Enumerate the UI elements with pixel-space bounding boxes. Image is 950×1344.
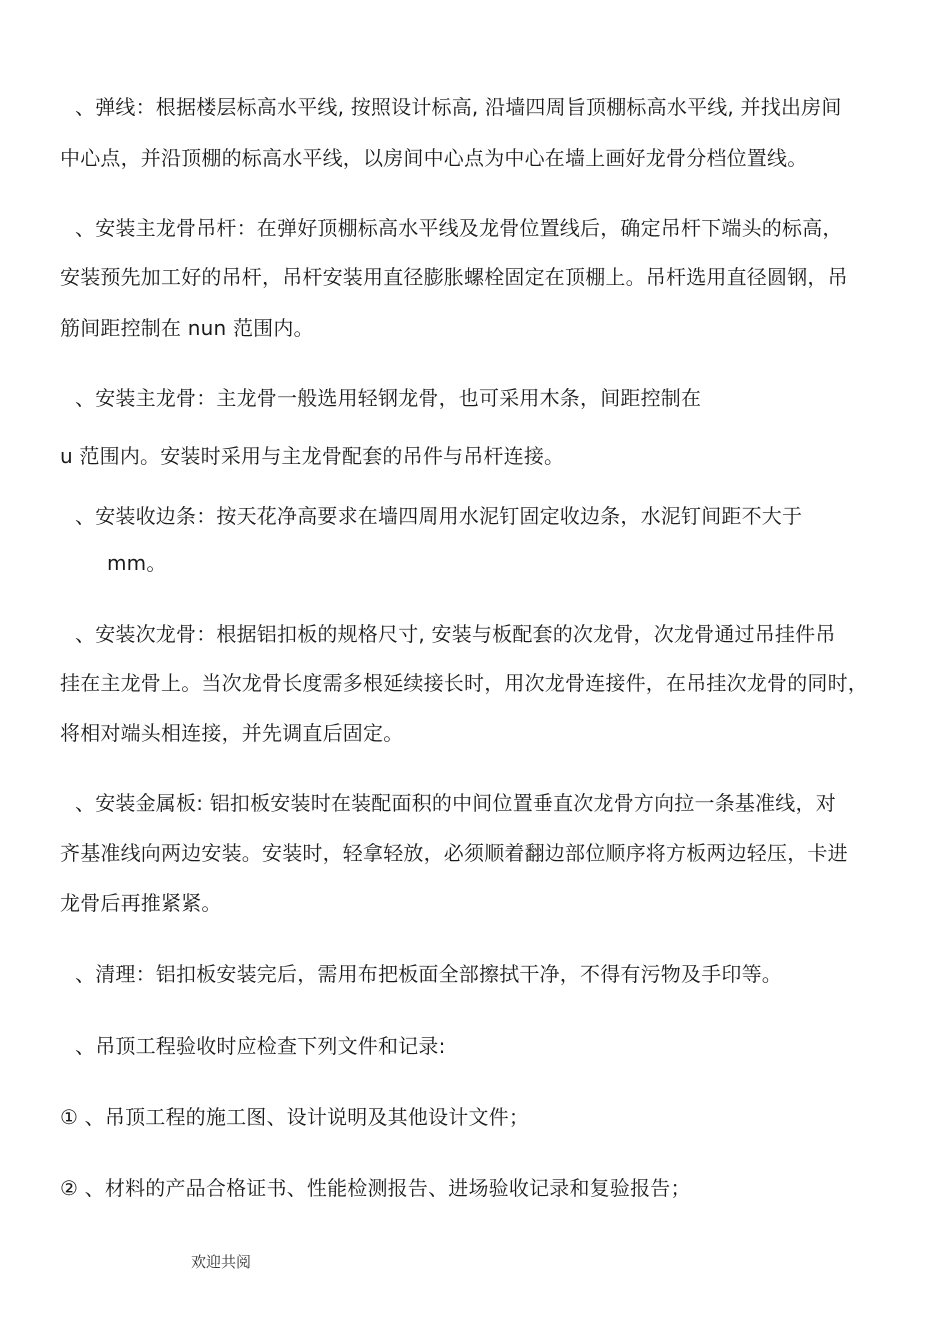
list-item: ② 、材料的产品合格证书、性能检测报告、进场验收记录和复验报告； bbox=[60, 1176, 691, 1200]
text-line: 、安装主龙骨吊杆：在弹好顶棚标高水平线及龙骨位置线后，确定吊杆下端头的标高， bbox=[75, 216, 843, 240]
text-line: 挂在主龙骨上。当次龙骨长度需多根延续接长时，用次龙骨连接件，在吊挂次龙骨的同时， bbox=[60, 671, 868, 695]
text-line: 、安装次龙骨：根据铝扣板的规格尺寸, 安装与板配套的次龙骨，次龙骨通过吊挂件吊 bbox=[75, 622, 836, 646]
text-line: 齐基准线向两边安装。安装时，轻拿轻放，必须顺着翻边部位顺序将方板两边轻压，卡进 bbox=[60, 841, 848, 865]
footer-note: 欢迎共阅 bbox=[191, 1253, 252, 1271]
text-line: 龙骨后再推紧紧。 bbox=[60, 891, 222, 915]
text-line: 安装预先加工好的吊杆，吊杆安装用直径膨胀螺栓固定在顶棚上。吊杆选用直径圆钢，吊 bbox=[60, 265, 848, 289]
text-line: 、弹线：根据楼层标高水平线, 按照设计标高, 沿墙四周旨顶棚标高水平线, 并找出房间 bbox=[75, 95, 842, 119]
text-line: 、吊顶工程验收时应检查下列文件和记录: bbox=[75, 1034, 446, 1058]
text-line: 、安装主龙骨：主龙骨一般选用轻钢龙骨，也可采用木条，间距控制在 bbox=[75, 386, 702, 410]
text-line: 、安装金属板: 铝扣板安装时在装配面积的中间位置垂直次龙骨方向拉一条基准线，对 bbox=[75, 791, 836, 815]
text-line: 、清理：铝扣板安装完后，需用布把板面全部擦拭干净，不得有污物及手印等。 bbox=[75, 962, 782, 986]
text-line: 筋间距控制在 nun 范围内。 bbox=[60, 316, 314, 340]
text-line: 、安装收边条：按天花净高要求在墙四周用水泥钉固定收边条，水泥钉间距不大于 bbox=[75, 504, 803, 528]
text-line: mm。 bbox=[107, 551, 167, 575]
text-line: u 范围内。安装时采用与主龙骨配套的吊件与吊杆连接。 bbox=[60, 444, 565, 468]
text-line: 将相对端头相连接，并先调直后固定。 bbox=[60, 721, 404, 745]
list-item: ① 、吊顶工程的施工图、设计说明及其他设计文件； bbox=[60, 1105, 530, 1129]
text-line: 中心点，并沿顶棚的标高水平线，以房间中心点为中心在墙上画好龙骨分档位置线。 bbox=[60, 146, 808, 170]
